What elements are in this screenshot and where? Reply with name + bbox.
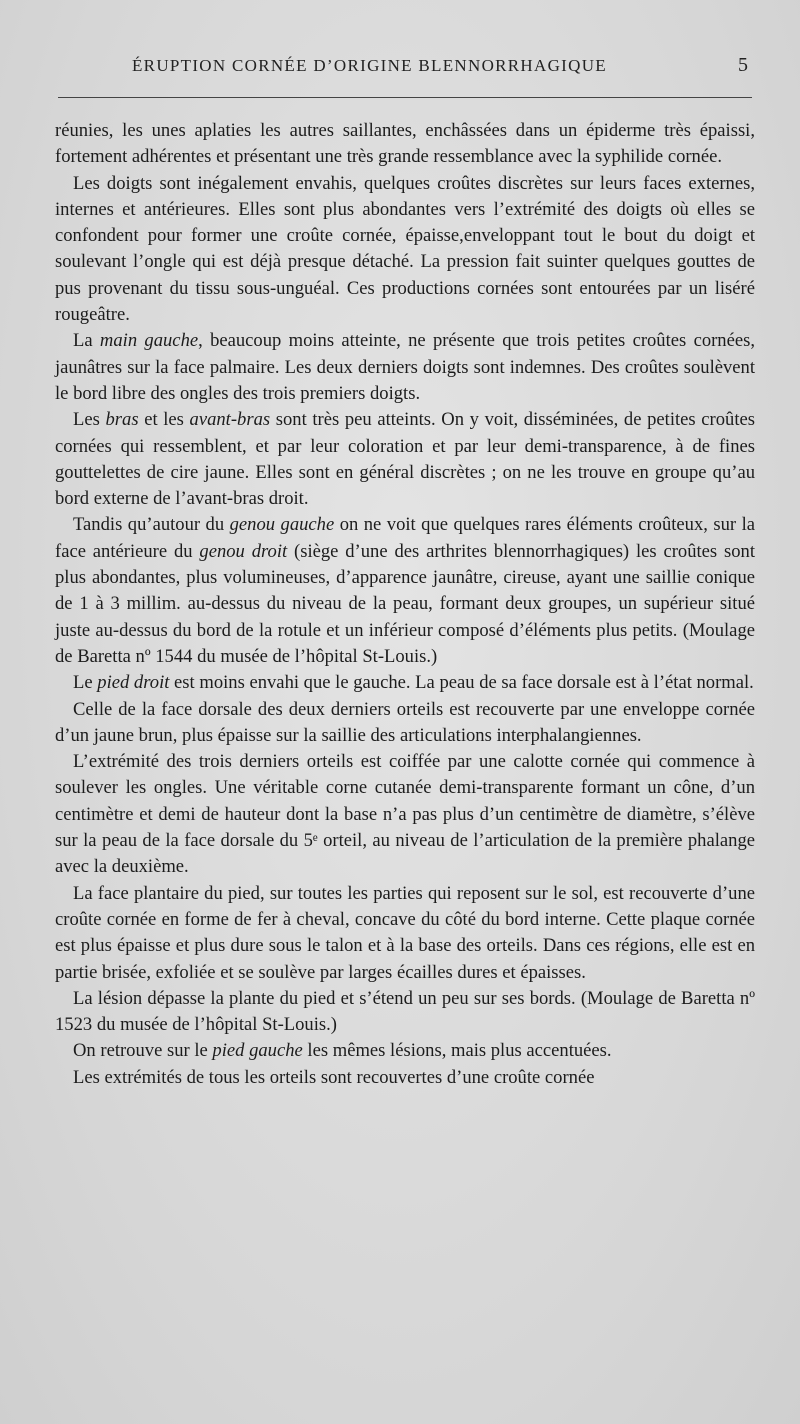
italic-term: main gauche	[99, 330, 199, 352]
italic-term: pied gauche	[212, 1040, 303, 1062]
text-run: est moins envahi que le gauche. La peau de sa face dorsale est à l’état normal.	[169, 672, 754, 694]
paragraph	[55, 986, 755, 1039]
text-run: (siège d’une des arthrites blennorrhagiques) les croûtes sont plus abondantes, plus volumineuses, d’apparence jaunâtre, cireuse, ayant une saillie conique de 1 à 3 millim. au-dessus du niveau de la peau, formant deux groupes, un supérieur situé juste au-dessus du bord de la rotule et un inférieur composé d’éléments plus petits. (Moulage de Baretta nº 1544 du musée de l’hôpital St-Louis.)	[55, 540, 755, 667]
text-run: Les doigts sont inégalement envahis, quelques croûtes discrètes sur leurs faces externes, internes et antérieures. Elles sont plus abondantes vers l’extrémité des doigts où elles se confondent pour former une croûte cornée, épaisse,enveloppant tout le bout du doigt et soulevant l’ongle qui est déjà presque détaché. La pression fait suinter quelques gouttes de pus provenant du tissu sous-unguéal. Ces productions cornées sont entourées par un liséré rougeâtre.	[55, 172, 755, 326]
italic-term: avant-bras	[189, 409, 271, 431]
header-rule	[58, 97, 752, 98]
italic-term: bras	[105, 409, 139, 431]
text-run: Les extrémités de tous les orteils sont recouvertes d’une croûte cornée	[73, 1066, 595, 1088]
text-run: L’extrémité des trois derniers orteils est coiffée par une calotte cornée qui commence à soulever les ongles. Une véritable corne cutanée demi-transparente formant un cône, d’un centimètre et demi de hauteur dont la base n’a pas plus d’un centimètre de diamètre, s’élève sur la peau de la face dorsale du 5ᵉ orteil, au niveau de l’articulation de la première phalange avec la deuxième.	[55, 751, 755, 878]
text-run: On retrouve sur le	[73, 1040, 213, 1062]
italic-term: genou droit	[199, 540, 288, 562]
paragraph	[55, 749, 755, 880]
paragraph	[55, 512, 755, 670]
paragraph	[55, 118, 755, 171]
text-run: sont très peu atteints. On y voit, disséminées, de petites croûtes cornées qui ressemblent, et par leur coloration et par leur demi-transparence, à de fines gouttelettes de cire jaune. Elles sont en général discrètes ; on ne les trouve en groupe qu’au bord externe de l’avant-bras droit.	[55, 409, 755, 510]
paragraph	[55, 1065, 755, 1091]
text-run: La face plantaire du pied, sur toutes les parties qui reposent sur le sol, est recouverte d’une croûte cornée en forme de fer à cheval, concave du côté du bord interne. Cette plaque cornée est plus épaisse et plus dure sous le talon et à la base des orteils. Dans ces régions, elle est en partie brisée, exfoliée et se soulève par larges écailles dures et épaisses.	[55, 882, 755, 983]
paragraph	[55, 171, 755, 329]
text-run: réunies, les unes aplaties les autres saillantes, enchâssées dans un épiderme très épaissi, fortement adhérentes et présentant une très grande ressemblance avec la syphilide cornée.	[55, 120, 755, 168]
paragraph	[55, 670, 755, 696]
paragraph	[55, 697, 755, 750]
text-run: , beaucoup moins atteinte, ne présente que trois petites croûtes cornées, jaunâtres sur la face palmaire. Les deux derniers doigts sont indemnes. Des croûtes soulèvent le bord libre des ongles des trois premiers doigts.	[55, 330, 755, 404]
italic-term: pied droit	[97, 672, 170, 694]
body-text	[55, 118, 755, 1091]
text-run: Celle de la face dorsale des deux derniers orteils est recouverte par une enveloppe cornée d’un jaune brun, plus épaisse sur la saillie des articulations interphalangiennes.	[55, 698, 755, 746]
page-number: 5	[738, 54, 748, 76]
text-run: les mêmes lésions, mais plus accentuées.	[302, 1040, 612, 1062]
paragraph	[55, 328, 755, 407]
text-run: Les	[73, 409, 106, 431]
paragraph	[55, 407, 755, 512]
running-title: ÉRUPTION CORNÉE D’ORIGINE BLENNORRHAGIQUE	[132, 56, 607, 75]
paragraph	[55, 881, 755, 986]
italic-term: genou gauche	[229, 514, 335, 536]
text-run: La	[73, 330, 100, 352]
text-run: Tandis qu’autour du	[73, 514, 230, 536]
paragraph	[55, 1038, 755, 1064]
text-run: Le	[73, 672, 98, 694]
text-run: et les	[138, 409, 190, 431]
text-run: on ne voit que quelques rares éléments croûteux, sur la face antérieure du	[55, 514, 755, 562]
text-run: La lésion dépasse la plante du pied et s’étend un peu sur ses bords. (Moulage de Baretta nº 1523 du musée de l’hôpital St-Louis.)	[55, 987, 755, 1036]
